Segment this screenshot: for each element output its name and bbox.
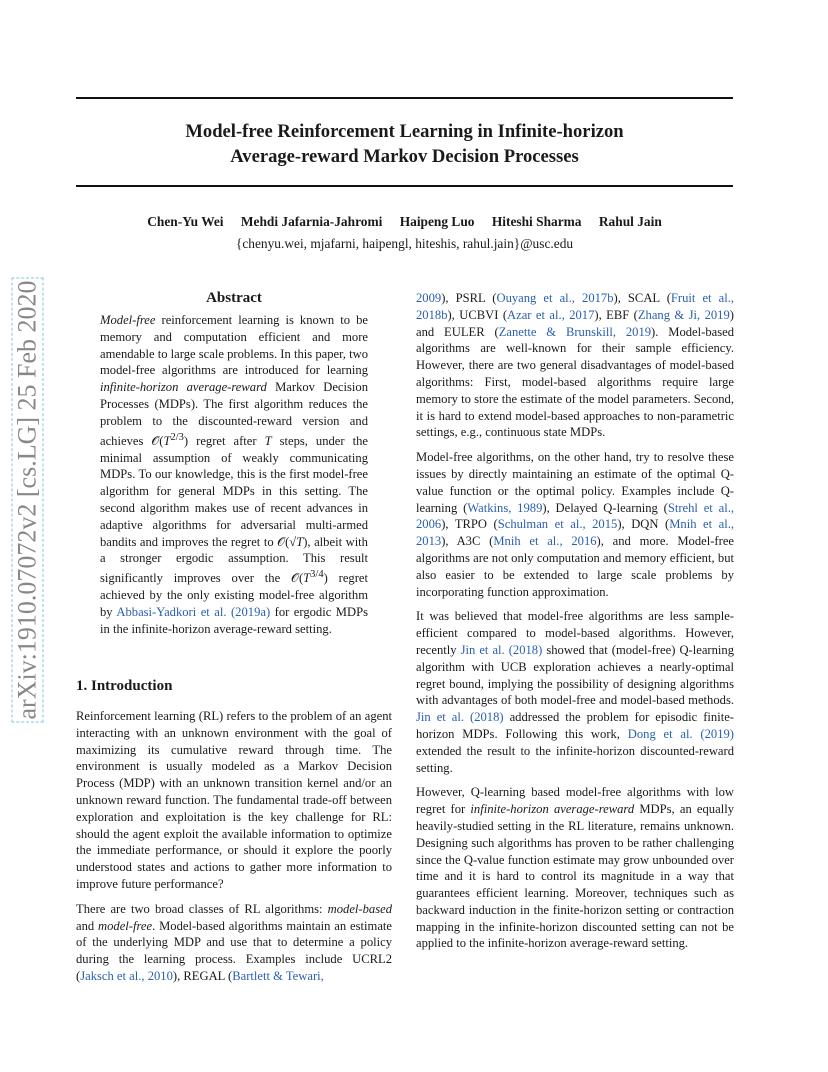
author-name: Mehdi Jafarnia-Jahromi [240,214,383,229]
citation-link[interactable]: Mnih et al., 2013 [416,517,735,549]
arxiv-stamp [10,260,46,740]
body-paragraph: Model-free algorithms, on the other hand, try to resolve these issues by directly maintaining an estimate of the optimal Q-value function or the optimal policy. Examples include Q-learning (Watkins, 1989), Delayed Q-learning (Strehl et al., 2006), TRPO (Schulman et al., 2015), DQN (Mnih et al., 2013), A3C (Mnih et al., 2016), and more. Model-free algorithms are not only computation and memory efficient, but also easier to be extended to large scale problems by incorporating function approximation. [416,450,735,599]
arxiv-identifier[interactable]: arXiv:1910.07072v2 [cs.LG] 25 Feb 2020 [12,277,44,722]
title-line-2: Average-reward Markov Decision Processes [230,146,579,167]
author-list [76,212,733,232]
citation-link[interactable]: Abbasi-Yadkori et al. (2019a) [116,604,271,619]
citation-link[interactable]: Jin et al. (2018) [460,642,543,657]
section-heading: 1. Introduction [76,678,173,694]
citation-link[interactable]: Jin et al. (2018) [416,710,504,725]
citation-link[interactable]: Bartlett & Tewari, [232,968,324,983]
author-emails: {chenyu.wei, mjafarni, haipengl, hiteshis, rahul.jain}@usc.edu [235,236,574,251]
body-paragraph: 2009), PSRL (Ouyang et al., 2017b), SCAL (Fruit et al., 2018b), UCBVI (Azar et al., 2017), EBF (Zhang & Ji, 2019) and EULER (Zanette & Brunskill, 2019). Model-based algorithms are well-known for their sample efficiency. However, there are two general disadvantages of model-based algorithms: First, model-based algorithms require large memory to store the estimate of the model parameters. Second, it is hard to extend model-based approaches to non-parametric settings, e.g., continuous state MDPs. [416,291,734,440]
title-bottom-rule [76,185,733,187]
citation-link[interactable]: Zanette & Brunskill, 2019 [498,324,652,339]
citation-link[interactable]: 2009 [416,291,442,305]
right-column [416,290,734,952]
body-paragraph: However, Q-learning based model-free algorithms with low regret for infinite-horizon average-reward MDPs, an equally heavily-studied setting in the RL literature, remains unknown. Designing such algorithms has proven to be rather challenging since the Q-value function estimate may grow unbounded over time and it is hard to control its magnitude in a way that guarantees efficient learning. Moreover, techniques such as backward induction in the finite-horizon setting or contraction mapping in the infinite-horizon discounted setting can not be applied to the infinite-horizon average-reward setting. [416,785,734,951]
body-paragraph: It was believed that model-free algorithms are less sample-efficient compared to model-based algorithms. However, recently Jin et al. (2018) showed that (model-free) Q-learning algorithm with UCB exploration achieves a nearly-optimal regret bound, implying the possibility of designing algorithms with advantages of both model-free and model-based methods. Jin et al. (2018) addressed the problem for episodic finite-horizon MDPs. Following this work, Dong et al. (2019) extended the result to the infinite-horizon discounted-reward setting. [416,609,735,775]
citation-link[interactable]: Dong et al. (2019) [627,726,734,741]
citation-link[interactable]: Watkins, 1989 [467,500,543,515]
author-name: Rahul Jain [598,214,662,229]
citation-link[interactable]: Azar et al., 2017 [507,307,595,322]
author-name: Chen-Yu Wei [147,214,224,229]
body-paragraph: Reinforcement learning (RL) refers to the problem of an agent interacting with an unknown environment with the goal of maximizing its cumulative reward through time. The environment is usually modeled as a Markov Decision Process (MDP) with an unknown transition kernel and/or an unknown reward function. The fundamental trade-off between exploration and exploitation is the key challenge for RL: should the agent exploit the available information to optimize the immediate performance, or should it explore the poorly understood states and actions to gather more information to improve future performance? [76,709,392,891]
citation-link[interactable]: Fruit et al., 2018b [416,291,734,322]
abstract-paragraph: Model-free reinforcement learning is known to be memory and computation efficient and more amendable to large scale problems. In this paper, two model-free algorithms are introduced for learning infinite-horizon average-reward Markov Decision Processes (MDPs). The first algorithm reduces the problem to the discounted-reward version and achieves $𝒪(T^{2/3})$ regret after T steps, under the minimal assumption of weakly communicating MDPs. To our knowledge, this is the first model-free algorithm for general MDPs in this setting. The second algorithm makes use of recent advances in adaptive algorithms for adversarial multi-armed bandits and improves the regret to 𝒪(√T), albeit with a stronger ergodic assumption. This result significantly improves over the $𝒪(T^{3/4})$ regret achieved by the only existing model-free algorithm by Abbasi-Yadkori et al. (2019a) for ergodic MDPs in the infinite-horizon average-reward setting. [100,313,369,636]
citation-link[interactable]: Jaksch et al., 2010 [80,968,173,983]
introduction-section [76,676,392,985]
citation-link[interactable]: Zhang & Ji, 2019 [637,307,730,322]
body-paragraph: There are two broad classes of RL algorithms: model-based and model-free. Model-based algorithms maintain an estimate of the underlying MDP and use that to determine a policy during the learning process. Examples include UCRL2 (Jaksch et al., 2010), REGAL (Bartlett & Tewari, [76,901,392,983]
top-rule [76,97,733,99]
paper-title [76,119,733,169]
citation-link[interactable]: Schulman et al., 2015 [497,517,618,532]
title-line-1: Model-free Reinforcement Learning in Infinite-horizon [185,121,624,142]
abstract-heading: Abstract [206,290,262,306]
author-name: Hiteshi Sharma [491,214,582,229]
citation-link[interactable]: Strehl et al., 2006 [416,500,734,532]
abstract-section [100,288,368,638]
citation-link[interactable]: Mnih et al., 2016 [493,534,597,549]
citation-link[interactable]: Ouyang et al., 2017b [496,291,614,305]
author-name: Haipeng Luo [399,214,475,229]
